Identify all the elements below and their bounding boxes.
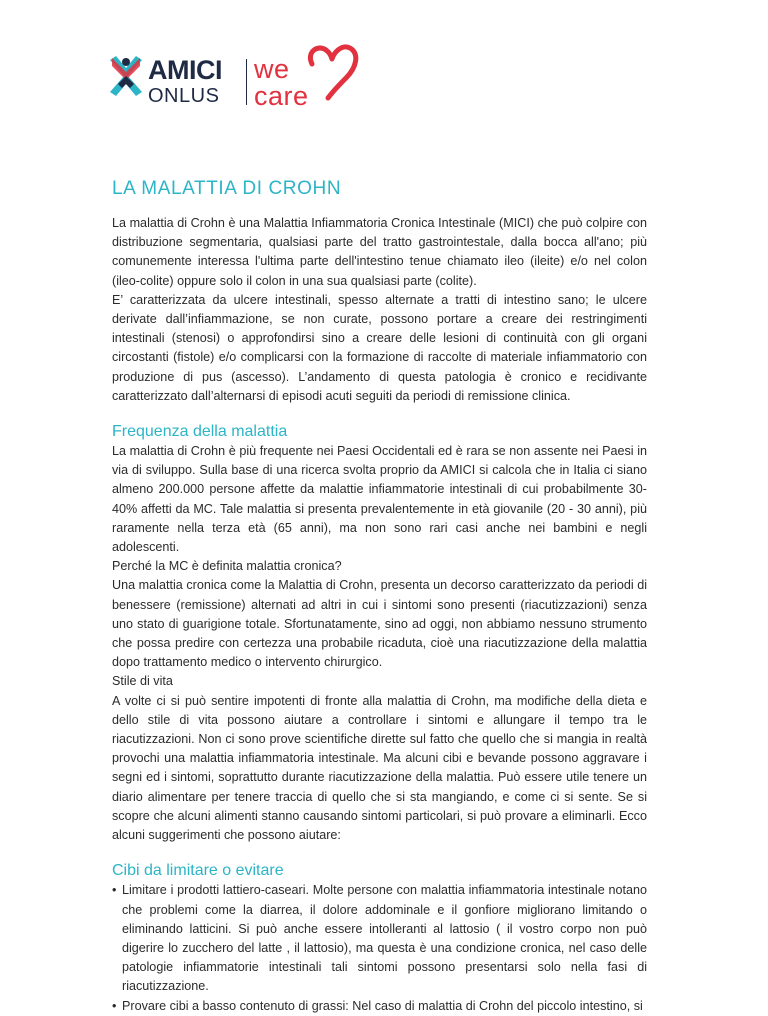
logo-divider — [246, 59, 247, 105]
page-title: LA MALATTIA DI CROHN — [112, 178, 342, 199]
logo-amici-text: AMICI — [148, 55, 222, 85]
intro-paragraph: La malattia di Crohn è una Malattia Infiammatoria Cronica Intestinale (MICI) che può colpire con distribuzione segmentaria, qualsiasi parte del tratto gastrointestale, dalla bocca all'ano; più comunemente interessa l'ultima parte dell'intestino tenue chiamato ileo (ileite) e/o nel colon (ileo-colite) oppure solo il colon in una sua qualsiasi parte (colite). — [112, 216, 647, 288]
body-paragraph: Una malattia cronica come la Malattia di Crohn, presenta un decorso caratterizzato da periodi di benessere (remissione) alternati ad altri in cui i sintomi sono presenti (riacutizzazioni) senza uno stato di guarigione totale. Sfortunatamente, sino ad oggi, non abbiamo nessuno strumento che possa predire con certezza una probabile ricaduta, cioè una riacutizzazione della malattia dopo trattamento medico o intervento chirurgico. — [112, 578, 647, 670]
heart-icon — [304, 42, 360, 104]
logo-we-text: we — [254, 54, 290, 84]
body-paragraph: Stile di vita — [112, 674, 173, 689]
body-paragraph: A volte ci si può sentire impotenti di fronte alla malattia di Crohn, ma modifiche della dieta e dello stile di vita possono aiutare a controllare i sintomi e allungare il tempo tra le riacutizzazioni. Non ci sono prove scientifiche dirette sul fatto che quello che si mangia in realtà provochi una malattia infiammatoria intestinale. Ma alcuni cibi e bevande possono aggravare i segni ed i sintomi, soprattutto durante riacutizzazione della malattia. Può essere utile tenere un diario alimentare per tenere traccia di quello che si sta mangiando, e come ci si sente. Se si scopre che alcuni alimenti stanno causando sintomi particolari, si può provare a eliminarli. Ecco alcuni suggerimenti che possono aiutare: — [112, 693, 647, 843]
list-item: • Provare cibi a basso contenuto di grassi: Nel caso di malattia di Crohn del piccolo intestino, si — [112, 997, 647, 1016]
article-body — [112, 178, 647, 1016]
body-paragraph: Perché la MC è definita malattia cronica? — [112, 559, 342, 574]
section-heading-cibi: Cibi da limitare o evitare — [112, 862, 284, 880]
section-heading-frequenza: Frequenza della malattia — [112, 423, 288, 441]
amici-emblem-icon — [108, 54, 144, 116]
bullet-list — [112, 881, 647, 1015]
logo-care-text: care — [254, 81, 309, 111]
body-paragraph: La malattia di Crohn è più frequente nei Paesi Occidentali ed è rara se non assente nei Paesi in via di sviluppo. Sulla base di una ricerca svolta proprio da AMICI si calcola che in Italia ci siano almeno 200.000 persone affette da malattie infiammatorie intestinali di cui probabilmente 30-40% affetti da MC. Tale malattia si presenta prevalentemente in età giovanile (20 - 30 anni), più raramente nella terza età (65 anni), ma non sono rari casi anche nei bambini e negli adolescenti. — [112, 444, 647, 555]
intro-paragraph: E’ caratterizzata da ulcere intestinali, spesso alternate a tratti di intestino sano; le ulcere derivate dall’infiammazione, se non curate, possono portare a creare dei restringimenti intestinali (stenosi) o approfondirsi sino a creare delle lesioni di continuità con gli organi circostanti (fistole) e/o complicarsi con la formazione di raccolte di materiale infiammatorio con produzione di pus (ascesso). L’andamento di questa patologia è cronico e recidivante caratterizzato dall’alternarsi di episodi acuti seguiti da periodi di remissione clinica. — [112, 292, 647, 403]
list-item: • Limitare i prodotti lattiero-caseari. Molte persone con malattia infiammatoria intestinale notano che problemi come la diarrea, il dolore addominale e il gonfiore migliorano limitando o eliminando latticini. Si può anche essere intolleranti al lattosio ( il vostro corpo non può digerire lo zucchero del latte , il lattosio), ma questa è una condizione cronica, nel caso delle patologie infiammatorie intestinali tali sintomi possono presentarsi solo nella fasi di riacutizzazione. — [112, 881, 647, 996]
logo-onlus-text: ONLUS — [148, 85, 220, 107]
amici-onlus-logo — [108, 40, 368, 115]
